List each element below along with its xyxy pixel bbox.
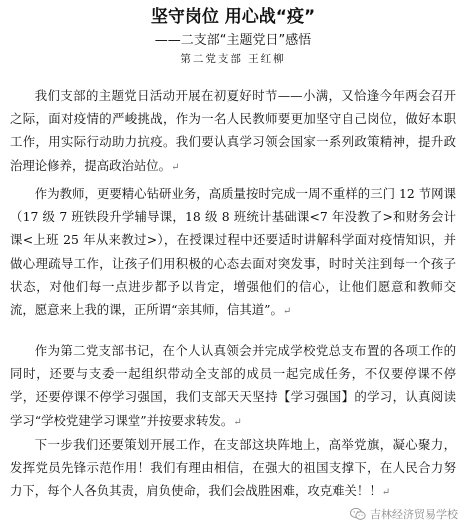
paragraph-2 (10, 182, 456, 323)
paragraph-mark: ↵ (282, 306, 292, 318)
paragraph-4 (10, 433, 456, 505)
paragraph-3 (10, 339, 456, 434)
paragraph-3-text: 作为第二党支部书记，在个人认真领会并完成学校党总支布置的各项工作的同时，还要与支委一起组织带动全支部的成员一起完成任务，不仅要停课不停学，还要停课不停学习强国，我们支部天天坚持【学习强国】的学习，认真阅读学习“学校党建学习课堂”并按要求转发。 (10, 343, 456, 428)
paragraph-2-text: 作为教师，更要精心钻研业务，高质量按时完成一周不重样的三门 12 节网课（17 级 7 班铁段升学辅导课，18 级 8 班统计基础课<7 年没教了>和财务会计课<上班 25 年从来教过>），在授课过程中还要适时讲解科学面对疫情知识，并做心理疏导工作，让孩子们用积极的心态去面对突发事，时时关注到每一个孩子状态，对他们每一点进步都予以肯定，增强他们的信心，让他们愿意和教师交流，愿意来上我的课，正所谓“亲其师，信其道”。 (10, 186, 456, 318)
paragraph-1 (10, 84, 456, 179)
watermark (350, 506, 458, 522)
page-subtitle: ——二支部“主题党日”感悟 (154, 33, 312, 48)
wechat-icon (350, 507, 366, 521)
author-line: 第二党支部 王红柳 (180, 53, 286, 65)
paragraph-1-text: 我们支部的主题党日活动开展在初夏好时节——小满，又恰逢今年两会召开之际，面对疫情的严峻挑战，作为一名人民教师要更加坚守自己岗位，做好本职工作，用实际行动助力抗疫。我们要认真学习领会国家一系列政策精神，提升政治理论修养，提高政治站位。 (10, 88, 456, 173)
page-title: 坚守岗位 用心战“疫” (150, 7, 316, 27)
paragraph-4-text: 下一步我们还要策划开展工作，在支部这块阵地上，高举党旗，凝心聚力，发挥党员先锋示范作用！我们有理由相信，在强大的祖国支撑下，在人民合力努力下，每个人各负其责，肩负使命，我们会战胜困难，攻克难关！！ (10, 437, 456, 499)
watermark-text: 吉林经济贸易学校 (370, 508, 458, 521)
paragraph-mark: ↵ (233, 416, 242, 428)
paragraph-mark: ↵ (381, 487, 391, 499)
paragraph-mark: ↵ (171, 161, 180, 173)
